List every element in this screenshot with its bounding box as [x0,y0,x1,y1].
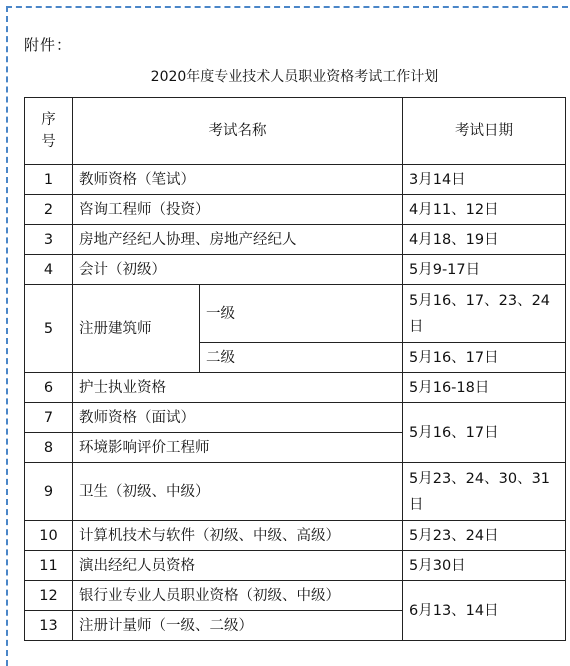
row-exam-name: 咨询工程师（投资） [73,195,403,225]
table-row [25,373,566,403]
row-exam-subname: 一级 [200,285,403,343]
row-seq: 2 [25,195,73,225]
row-seq: 3 [25,225,73,255]
row-exam-name: 银行业专业人员职业资格（初级、中级） [73,581,403,611]
header-name: 考试名称 [73,98,403,165]
header-seq-line1: 序 [41,112,56,128]
row-exam-name: 护士执业资格 [73,373,403,403]
row-seq: 9 [25,463,73,521]
row-exam-date: 5月23、24日 [403,521,566,551]
table-row [25,195,566,225]
row-exam-name: 演出经纪人员资格 [73,551,403,581]
row-seq: 10 [25,521,73,551]
header-seq-line2: 号 [41,134,56,150]
row-seq: 5 [25,285,73,373]
row-exam-date: 5月30日 [403,551,566,581]
row-exam-date-line2: 日 [409,496,424,513]
row-exam-date: 6月13、14日 [403,581,566,641]
table-row [25,285,566,343]
row-exam-subname: 二级 [200,343,403,373]
table-row [25,225,566,255]
attachment-label: 附件： [24,36,73,54]
row-seq: 6 [25,373,73,403]
row-exam-date: 5月9-17日 [403,255,566,285]
table-row [25,463,566,521]
row-seq: 4 [25,255,73,285]
header-date: 考试日期 [403,98,566,165]
row-seq: 8 [25,433,73,463]
row-exam-date-line1: 5月23、24、30、31 [409,470,551,487]
header-seq [25,98,73,165]
table-row [25,581,566,611]
row-exam-name: 教师资格（笔试） [73,165,403,195]
row-exam-name: 环境影响评价工程师 [73,433,403,463]
row-exam-name: 卫生（初级、中级） [73,463,403,521]
row-exam-name: 注册建筑师 [73,285,200,373]
row-seq: 12 [25,581,73,611]
row-exam-name: 房地产经纪人协理、房地产经纪人 [73,225,403,255]
row-exam-date: 3月14日 [403,165,566,195]
row-seq: 11 [25,551,73,581]
exam-schedule-table [24,97,566,641]
row-exam-name: 计算机技术与软件（初级、中级、高级） [73,521,403,551]
row-seq: 7 [25,403,73,433]
row-exam-date-line2: 日 [409,318,424,335]
table-row [25,255,566,285]
row-seq: 13 [25,611,73,641]
row-exam-name: 注册计量师（一级、二级） [73,611,403,641]
table-row [25,551,566,581]
table-row [25,165,566,195]
row-exam-date: 4月18、19日 [403,225,566,255]
row-exam-date-line1: 5月16、17、23、24 [409,292,551,309]
table-header-row [25,98,566,165]
row-seq: 1 [25,165,73,195]
row-exam-date [403,285,566,343]
document-title: 2020年度专业技术人员职业资格考试工作计划 [150,69,439,85]
row-exam-date: 5月16、17日 [403,343,566,373]
row-exam-date [403,463,566,521]
row-exam-date: 4月11、12日 [403,195,566,225]
table-row [25,403,566,433]
row-exam-name: 教师资格（面试） [73,403,403,433]
row-exam-name: 会计（初级） [73,255,403,285]
table-row [25,521,566,551]
row-exam-date: 5月16-18日 [403,373,566,403]
row-exam-date: 5月16、17日 [403,403,566,463]
